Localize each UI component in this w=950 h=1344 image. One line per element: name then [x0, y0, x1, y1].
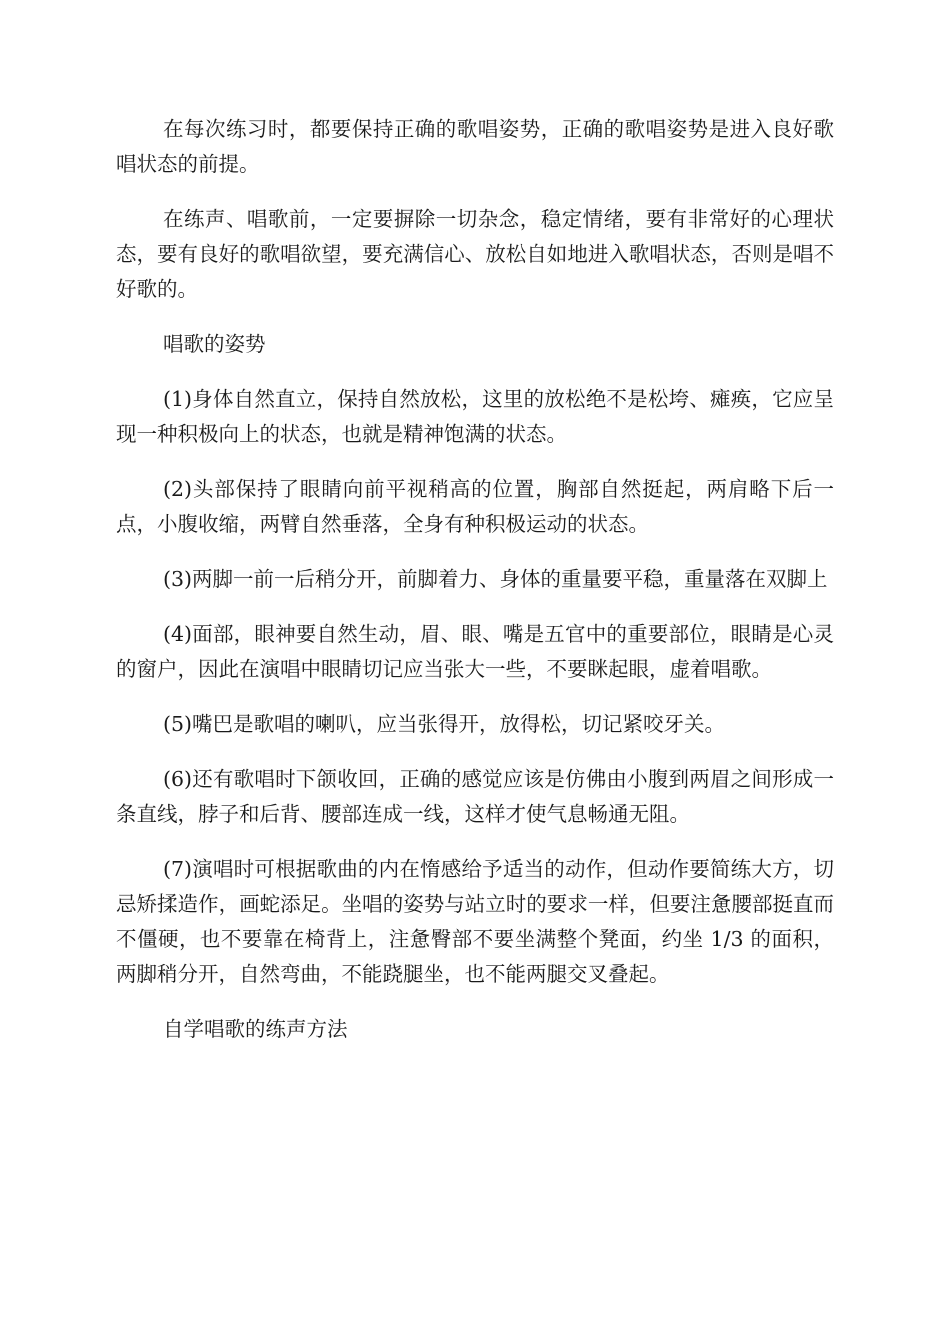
- paragraph-mental-state: 在练声、唱歌前，一定要摒除一切杂念，稳定情绪，要有非常好的心理状态，要有良好的歌唱欲望，要充满信心、放松自如地进入歌唱状态，否则是唱不好歌的。: [116, 207, 834, 301]
- section-heading-singing-posture: 唱歌的姿势: [163, 332, 266, 356]
- list-item-posture-2: (2)头部保持了眼睛向前平视稍高的位置，胸部自然挺起，两肩略下后一点，小腹收缩，两臂自然垂落，全身有种积极运动的状态。: [116, 477, 834, 536]
- list-item-posture-6: (6)还有歌唱时下颌收回，正确的感觉应该是仿佛由小腹到两眉之间形成一条直线，脖子和后背、腰部连成一线，这样才使气息畅通无阻。: [116, 767, 834, 826]
- paragraph-posture-intro: 在每次练习时，都要保持正确的歌唱姿势，正确的歌唱姿势是进入良好歌唱状态的前提。: [116, 117, 834, 176]
- section-heading-vocal-practice: 自学唱歌的练声方法: [163, 1017, 348, 1041]
- list-item-posture-3: (3)两脚一前一后稍分开，前脚着力、身体的重量要平稳，重量落在双脚上: [163, 567, 828, 591]
- list-item-posture-1: (1)身体自然直立，保持自然放松，这里的放松绝不是松垮、瘫痪，它应呈现一种积极向上的状态，也就是精神饱满的状态。: [116, 387, 834, 446]
- list-item-posture-5: (5)嘴巴是歌唱的喇叭，应当张得开，放得松，切记紧咬牙关。: [163, 712, 726, 736]
- list-item-posture-4: (4)面部，眼神要自然生动，眉、眼、嘴是五官中的重要部位，眼睛是心灵的窗户，因此在演唱中眼睛切记应当张大一些，不要眯起眼，虚着唱歌。: [116, 622, 834, 681]
- document-body: [116, 112, 834, 1067]
- list-item-posture-7: (7)演唱时可根据歌曲的内在惰感给予适当的动作，但动作要简练大方，切忌矫揉造作，画蛇添足。坐唱的姿势与站立时的要求一样，但要注惫腰部挺直而不僵硬，也不要靠在椅背上，注惫臀部不要坐满整个凳面，约坐 1/3 的面积，两脚稍分开，自然弯曲，不能跷腿坐，也不能两腿交叉叠起。: [116, 857, 834, 986]
